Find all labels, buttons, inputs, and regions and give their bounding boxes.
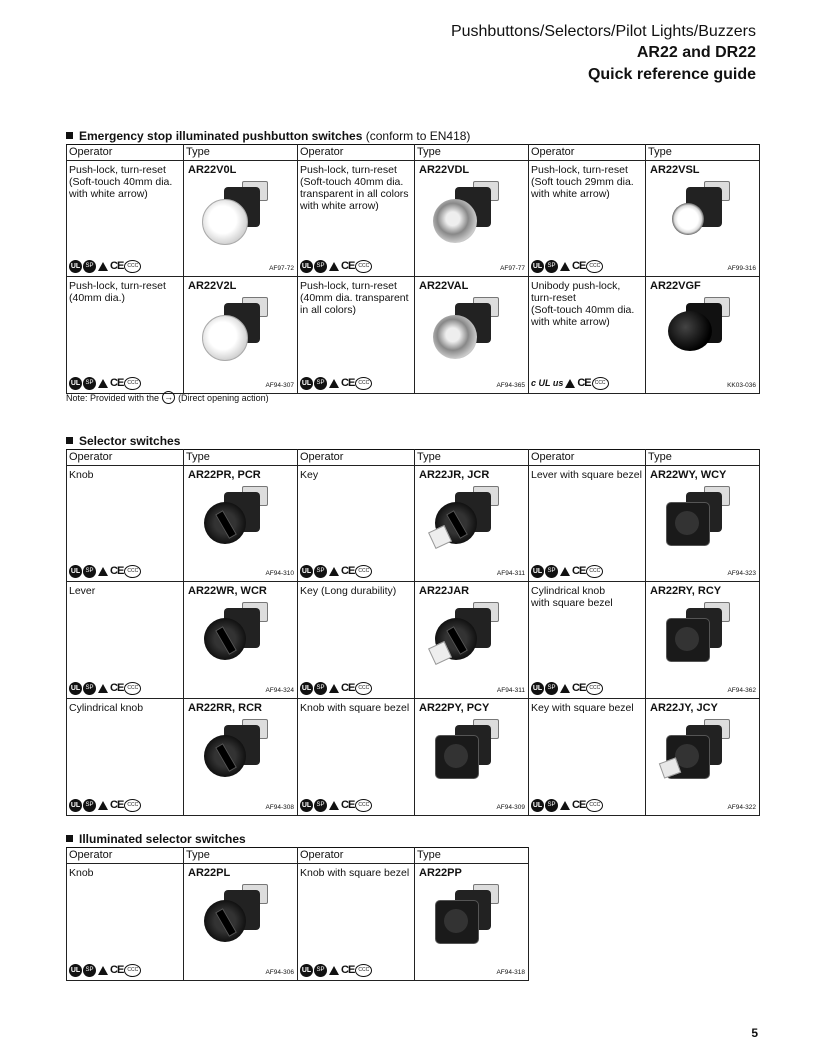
- column-header-operator: Operator: [298, 450, 415, 466]
- type-cell: [415, 161, 529, 277]
- type-cell: [184, 864, 298, 981]
- certification-marks: [531, 799, 603, 812]
- ce-mark-icon: CE: [110, 260, 124, 272]
- operator-description: Knob with square bezel: [300, 702, 410, 714]
- operator-description: Push-lock, turn-reset (40mm dia.): [69, 280, 166, 304]
- certification-marks: [69, 260, 141, 273]
- bullet-square-icon: [66, 835, 73, 842]
- ce-mark-icon: CE: [110, 377, 124, 389]
- csa-certified-icon: SP: [545, 682, 558, 695]
- unibody-product-icon: [664, 297, 734, 361]
- header-category: Pushbuttons/Selectors/Pilot Lights/Buzzers: [450, 23, 756, 40]
- warning-triangle-icon: [560, 801, 570, 810]
- certification-marks: [531, 260, 603, 273]
- note-prefix: Note: Provided with the: [66, 392, 160, 403]
- ul-listed-icon: UL: [300, 964, 313, 977]
- warning-triangle-icon: [329, 379, 339, 388]
- operator-cell: [529, 582, 646, 699]
- column-header-operator: Operator: [529, 450, 646, 466]
- column-header-type: Type: [415, 450, 529, 466]
- column-header-operator: Operator: [67, 848, 184, 864]
- certification-marks: [531, 565, 603, 578]
- type-cell: [184, 161, 298, 277]
- csa-certified-icon: SP: [83, 565, 96, 578]
- operator-description: Unibody push-lock, turn-reset (Soft-touch 40mm dia. with white arrow): [531, 280, 635, 328]
- note-suffix: (Direct opening action): [178, 392, 269, 403]
- section-title-text: Emergency stop illuminated pushbutton switches: [79, 129, 363, 143]
- ce-mark-icon: CE: [577, 377, 591, 389]
- ce-mark-icon: CE: [572, 565, 586, 577]
- operator-cell: [298, 466, 415, 582]
- type-cell: [415, 582, 529, 699]
- type-cell: [646, 277, 760, 394]
- ce-mark-icon: CE: [341, 377, 355, 389]
- warning-triangle-icon: [98, 966, 108, 975]
- ul-listed-icon: UL: [69, 565, 82, 578]
- ul-listed-icon: UL: [531, 799, 544, 812]
- warning-triangle-icon: [560, 567, 570, 576]
- mushroom-white-product-icon: [202, 297, 272, 361]
- certification-marks: [69, 565, 141, 578]
- header-series: AR22 and DR22: [636, 44, 756, 61]
- column-header-row: [67, 848, 529, 864]
- square-lever-product-icon: [664, 486, 734, 550]
- operator-cell: [298, 277, 415, 394]
- ce-mark-icon: CE: [110, 964, 124, 976]
- warning-triangle-icon: [98, 567, 108, 576]
- type-code: AR22V2L: [188, 280, 237, 292]
- direct-opening-icon: →: [164, 392, 174, 402]
- ul-listed-icon: UL: [69, 799, 82, 812]
- warning-triangle-icon: [329, 567, 339, 576]
- type-code: AR22WY, WCY: [650, 469, 727, 481]
- ccc-mark-icon: CCC: [124, 565, 141, 578]
- ccc-mark-icon: CCC: [124, 799, 141, 812]
- csa-certified-icon: SP: [545, 565, 558, 578]
- operator-cell: [67, 161, 184, 277]
- ccc-mark-icon: CCC: [355, 799, 372, 812]
- page-header: [451, 22, 756, 86]
- certification-marks: [69, 799, 141, 812]
- ccc-mark-icon: CCC: [355, 377, 372, 390]
- operator-cell: [529, 277, 646, 394]
- type-cell: [415, 277, 529, 394]
- figure-reference: AF99-316: [727, 265, 756, 272]
- column-header-row: [67, 145, 760, 161]
- ul-listed-icon: UL: [69, 260, 82, 273]
- operator-description: Lever: [69, 585, 96, 597]
- warning-triangle-icon: [98, 262, 108, 271]
- operator-description: Key (Long durability): [300, 585, 397, 597]
- operator-cell: [529, 699, 646, 816]
- certification-marks: [69, 964, 141, 977]
- ccc-mark-icon: CCC: [124, 260, 141, 273]
- certification-marks: [300, 565, 372, 578]
- header-title: Quick reference guide: [587, 66, 756, 83]
- ccc-mark-icon: CCC: [586, 260, 603, 273]
- section-illuminated-selectors: [66, 831, 529, 981]
- column-header-type: Type: [646, 145, 760, 161]
- column-header-type: Type: [184, 848, 298, 864]
- type-cell: [415, 466, 529, 582]
- certification-marks: [531, 682, 603, 695]
- figure-reference: AF94-307: [265, 382, 294, 389]
- ce-mark-icon: CE: [110, 799, 124, 811]
- cul-listed-icon: c UL us: [531, 378, 564, 388]
- figure-reference: AF97-72: [269, 265, 294, 272]
- type-cell: [184, 582, 298, 699]
- ul-listed-icon: UL: [531, 260, 544, 273]
- operator-cell: [67, 864, 184, 981]
- column-header-type: Type: [184, 450, 298, 466]
- type-cell: [415, 864, 529, 981]
- csa-certified-icon: SP: [314, 799, 327, 812]
- operator-cell: [298, 864, 415, 981]
- section-emergency-stop: [66, 128, 760, 394]
- type-cell: [646, 161, 760, 277]
- ccc-mark-icon: CCC: [124, 964, 141, 977]
- figure-reference: AF94-324: [265, 687, 294, 694]
- csa-certified-icon: SP: [314, 565, 327, 578]
- ul-listed-icon: UL: [69, 964, 82, 977]
- ce-mark-icon: CE: [341, 682, 355, 694]
- knob-product-icon: [202, 486, 272, 550]
- warning-triangle-icon: [329, 262, 339, 271]
- warning-triangle-icon: [98, 801, 108, 810]
- ccc-mark-icon: CCC: [586, 565, 603, 578]
- type-cell: [415, 699, 529, 816]
- column-header-type: Type: [415, 848, 529, 864]
- column-header-type: Type: [415, 145, 529, 161]
- type-code: AR22RR, RCR: [188, 702, 262, 714]
- type-cell: [184, 466, 298, 582]
- figure-reference: AF94-318: [496, 969, 525, 976]
- column-header-operator: Operator: [298, 145, 415, 161]
- figure-reference: AF94-362: [727, 687, 756, 694]
- type-code: AR22PY, PCY: [419, 702, 490, 714]
- square-knob-product-icon: [433, 884, 503, 948]
- ce-mark-icon: CE: [341, 799, 355, 811]
- figure-reference: AF97-77: [500, 265, 525, 272]
- section-title-text: Illuminated selector switches: [79, 832, 246, 846]
- operator-description: Push-lock, turn-reset (Soft touch 29mm dia. with white arrow): [531, 164, 634, 200]
- mushroom-white-product-icon: [202, 181, 272, 245]
- operator-description: Knob with square bezel: [300, 867, 410, 879]
- warning-triangle-icon: [329, 684, 339, 693]
- operator-cell: [67, 582, 184, 699]
- square-knob-product-icon: [664, 602, 734, 666]
- csa-certified-icon: SP: [314, 260, 327, 273]
- ul-listed-icon: UL: [531, 565, 544, 578]
- column-header-row: [67, 450, 760, 466]
- csa-certified-icon: SP: [83, 377, 96, 390]
- bullet-square-icon: [66, 437, 73, 444]
- figure-reference: AF94-322: [727, 804, 756, 811]
- bullet-square-icon: [66, 132, 73, 139]
- operator-cell: [529, 466, 646, 582]
- operator-cell: [298, 161, 415, 277]
- column-header-type: Type: [646, 450, 760, 466]
- section-title-text: Selector switches: [79, 434, 181, 448]
- csa-certified-icon: SP: [314, 964, 327, 977]
- knob-product-icon: [202, 884, 272, 948]
- operator-cell: [67, 466, 184, 582]
- type-code: AR22PP: [419, 867, 462, 879]
- product-table: [66, 847, 529, 981]
- type-code: AR22VGF: [650, 280, 701, 292]
- type-code: AR22WR, WCR: [188, 585, 267, 597]
- csa-certified-icon: SP: [545, 799, 558, 812]
- product-table: [66, 144, 760, 394]
- warning-triangle-icon: [560, 262, 570, 271]
- square-knob-product-icon: [433, 719, 503, 783]
- warning-triangle-icon: [98, 684, 108, 693]
- ccc-mark-icon: CCC: [355, 682, 372, 695]
- csa-certified-icon: SP: [314, 682, 327, 695]
- ccc-mark-icon: CCC: [586, 799, 603, 812]
- direct-opening-note: [66, 391, 269, 404]
- section-title: [66, 433, 760, 449]
- operator-description: Push-lock, turn-reset (Soft-touch 40mm dia. with white arrow): [69, 164, 173, 200]
- certification-marks: [300, 377, 372, 390]
- type-code: AR22VSL: [650, 164, 700, 176]
- operator-cell: [298, 699, 415, 816]
- ce-mark-icon: CE: [341, 964, 355, 976]
- ce-mark-icon: CE: [572, 799, 586, 811]
- ce-mark-icon: CE: [572, 260, 586, 272]
- key-product-icon: [433, 602, 503, 666]
- column-header-operator: Operator: [67, 450, 184, 466]
- ccc-mark-icon: CCC: [355, 964, 372, 977]
- type-cell: [184, 699, 298, 816]
- certification-marks: [69, 682, 141, 695]
- operator-description: Push-lock, turn-reset (40mm dia. transparent in all colors): [300, 280, 409, 316]
- operator-cell: [529, 161, 646, 277]
- product-row: [67, 466, 760, 582]
- type-code: AR22JY, JCY: [650, 702, 718, 714]
- figure-reference: AF94-311: [496, 687, 525, 694]
- ul-listed-icon: UL: [300, 377, 313, 390]
- figure-reference: AF94-323: [727, 570, 756, 577]
- knob-product-icon: [202, 719, 272, 783]
- operator-cell: [67, 277, 184, 394]
- figure-reference: AF94-308: [265, 804, 294, 811]
- product-row: [67, 699, 760, 816]
- operator-description: Key with square bezel: [531, 702, 634, 714]
- warning-triangle-icon: [329, 966, 339, 975]
- warning-triangle-icon: [329, 801, 339, 810]
- key-product-icon: [433, 486, 503, 550]
- mushroom-clear-product-icon: [433, 181, 503, 245]
- type-code: AR22V0L: [188, 164, 237, 176]
- operator-description: Lever with square bezel: [531, 469, 642, 481]
- type-code: AR22JAR: [419, 585, 470, 597]
- csa-certified-icon: SP: [83, 260, 96, 273]
- operator-description: Cylindrical knob with square bezel: [531, 585, 613, 609]
- type-code: AR22PR, PCR: [188, 469, 261, 481]
- csa-certified-icon: SP: [314, 377, 327, 390]
- square-key-product-icon: [664, 719, 734, 783]
- type-code: AR22VDL: [419, 164, 470, 176]
- certification-marks: [300, 964, 372, 977]
- ul-listed-icon: UL: [69, 377, 82, 390]
- operator-cell: [298, 582, 415, 699]
- ce-mark-icon: CE: [341, 260, 355, 272]
- warning-triangle-icon: [560, 684, 570, 693]
- type-code: AR22PL: [188, 867, 231, 879]
- operator-cell: [67, 699, 184, 816]
- ccc-mark-icon: CCC: [586, 682, 603, 695]
- page-number: 5: [751, 1026, 758, 1040]
- ul-listed-icon: UL: [300, 565, 313, 578]
- certification-marks: [531, 377, 609, 390]
- figure-reference: AF94-365: [496, 382, 525, 389]
- csa-certified-icon: SP: [83, 964, 96, 977]
- ce-mark-icon: CE: [110, 682, 124, 694]
- operator-description: Knob: [69, 469, 94, 481]
- section-title-suffix: (conform to EN418): [365, 129, 471, 143]
- section-title: [66, 128, 760, 144]
- ccc-mark-icon: CCC: [124, 377, 141, 390]
- ul-listed-icon: UL: [300, 260, 313, 273]
- operator-description: Push-lock, turn-reset (Soft-touch 40mm dia. transparent in all colors with white arrow): [300, 164, 409, 212]
- warning-triangle-icon: [565, 379, 575, 388]
- mushroom-clear-product-icon: [433, 297, 503, 361]
- ce-mark-icon: CE: [110, 565, 124, 577]
- type-cell: [646, 699, 760, 816]
- product-row: [67, 864, 529, 981]
- section-selector-switches: [66, 433, 760, 816]
- ccc-mark-icon: CCC: [355, 565, 372, 578]
- round-white-product-icon: [664, 181, 734, 245]
- certification-marks: [300, 260, 372, 273]
- type-code: AR22RY, RCY: [650, 585, 722, 597]
- warning-triangle-icon: [98, 379, 108, 388]
- type-cell: [646, 582, 760, 699]
- column-header-operator: Operator: [67, 145, 184, 161]
- ccc-mark-icon: CCC: [124, 682, 141, 695]
- type-cell: [646, 466, 760, 582]
- certification-marks: [300, 799, 372, 812]
- csa-certified-icon: SP: [545, 260, 558, 273]
- figure-reference: AF94-310: [265, 570, 294, 577]
- ce-mark-icon: CE: [341, 565, 355, 577]
- type-cell: [184, 277, 298, 394]
- type-code: AR22VAL: [419, 280, 469, 292]
- product-row: [67, 277, 760, 394]
- product-table: [66, 449, 760, 816]
- csa-certified-icon: SP: [83, 799, 96, 812]
- product-row: [67, 582, 760, 699]
- csa-certified-icon: SP: [83, 682, 96, 695]
- column-header-operator: Operator: [298, 848, 415, 864]
- ul-listed-icon: UL: [300, 799, 313, 812]
- figure-reference: AF94-309: [496, 804, 525, 811]
- ul-listed-icon: UL: [300, 682, 313, 695]
- operator-description: Knob: [69, 867, 94, 879]
- lever-product-icon: [202, 602, 272, 666]
- ul-listed-icon: UL: [69, 682, 82, 695]
- operator-description: Key: [300, 469, 319, 481]
- operator-description: Cylindrical knob: [69, 702, 144, 714]
- section-title: [66, 831, 529, 847]
- figure-reference: KK03-036: [727, 382, 756, 389]
- column-header-operator: Operator: [529, 145, 646, 161]
- ccc-mark-icon: CCC: [592, 377, 609, 390]
- type-code: AR22JR, JCR: [419, 469, 490, 481]
- certification-marks: [69, 377, 141, 390]
- product-row: [67, 161, 760, 277]
- certification-marks: [300, 682, 372, 695]
- ul-listed-icon: UL: [531, 682, 544, 695]
- ccc-mark-icon: CCC: [355, 260, 372, 273]
- figure-reference: AF94-306: [265, 969, 294, 976]
- figure-reference: AF94-311: [496, 570, 525, 577]
- ce-mark-icon: CE: [572, 682, 586, 694]
- column-header-type: Type: [184, 145, 298, 161]
